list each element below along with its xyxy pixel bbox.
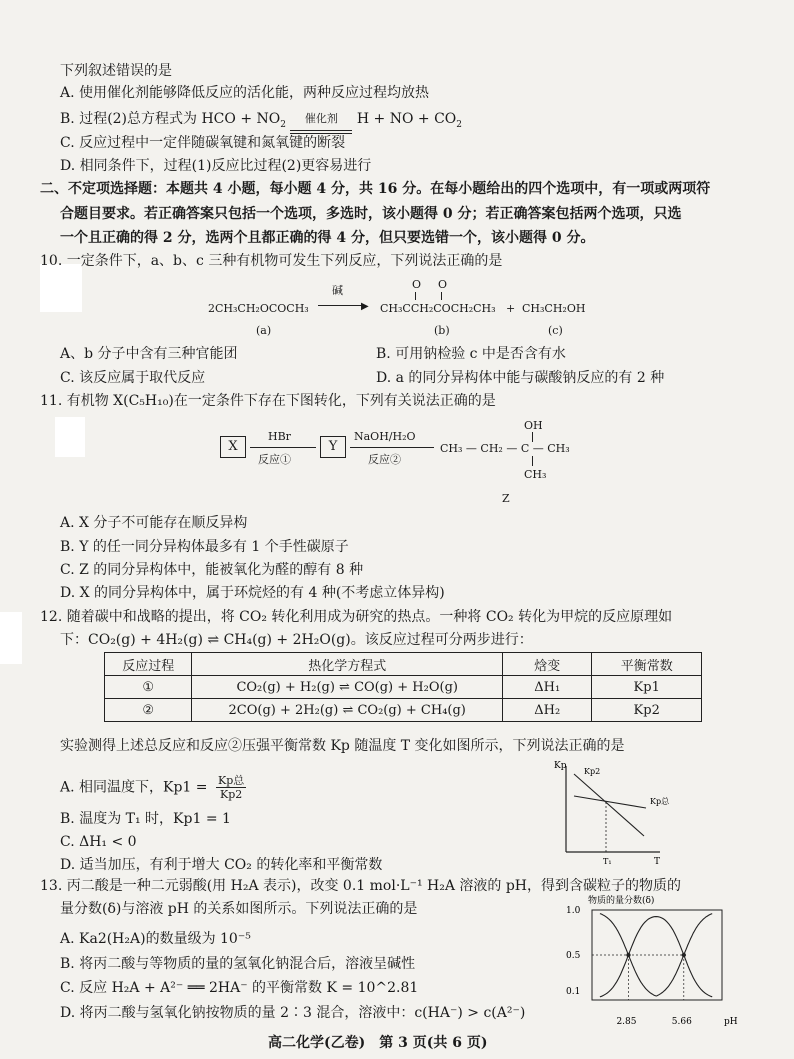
- fraction-denominator: Kp2: [219, 788, 243, 801]
- q10-label-b: (b): [434, 324, 450, 337]
- q11-option-d[interactable]: D. X 的同分异构体中，属于环烷烃的有 4 种(不考虑立体异构): [60, 585, 445, 601]
- q10-reactant: 2CH₃CH₂OCOCH₃: [208, 302, 309, 315]
- table-cell: ②: [105, 699, 192, 722]
- q13-option-c[interactable]: C. 反应 H₂A + A²⁻ ══ 2HA⁻ 的平衡常数 K = 10^2.81: [60, 980, 419, 996]
- graph-t1-label: T₁: [603, 857, 612, 866]
- q11-oh: OH: [524, 419, 543, 432]
- q11-ch3: CH₃: [524, 468, 547, 481]
- x-tick-label: 2.85: [616, 1017, 637, 1027]
- section2-line2: 合题目要求。若正确答案只包括一个选项，多选时，该小题得 0 分；若正确答案包括两个选项，只选: [60, 206, 682, 222]
- y-tick-label: 0.1: [566, 987, 581, 997]
- catalyst-arrow: [290, 111, 352, 134]
- chart-x-label: pH: [724, 1017, 738, 1027]
- page-footer: 高二化学(乙卷) 第 3 页(共 6 页): [268, 1035, 488, 1051]
- table-cell: 2CO(g) + 2H₂(g) ⇌ CO₂(g) + CH₄(g): [192, 699, 503, 722]
- table-cell: CO₂(g) + H₂(g) ⇌ CO(g) + H₂O(g): [192, 676, 503, 699]
- q11-z-label: Z: [502, 492, 510, 505]
- table-cell: Kp1: [592, 676, 702, 699]
- table-header-cell: 热化学方程式: [192, 653, 503, 676]
- q13-option-a[interactable]: A. Ka2(H₂A)的数量级为 10⁻⁵: [60, 931, 251, 947]
- graph-label-kptotal: Kp总: [650, 797, 670, 806]
- table-header-cell: 平衡常数: [592, 653, 702, 676]
- section2-line3: 一个且正确的得 2 分，选两个且都正确的得 4 分，但只要选错一个，该小题得 0 分。: [60, 230, 595, 246]
- q9-option-d[interactable]: D. 相同条件下，过程(1)反应比过程(2)更容易进行: [60, 158, 372, 174]
- intersection-point: [682, 953, 686, 957]
- q11-reagent2: NaOH/H₂O: [354, 430, 416, 443]
- q10-carbonyl-o1: O: [412, 278, 422, 291]
- q9-option-c[interactable]: C. 反应过程中一定伴随碳氧键和氮氧键的断裂: [60, 135, 346, 151]
- q13-stem-1: 13. 丙二酸是一种二元弱酸(用 H₂A 表示)，改变 0.1 mol·L⁻¹ H₂A 溶液的 pH，得到含碳粒子的物质的: [40, 878, 682, 894]
- fraction-numerator: Kp总: [217, 774, 245, 787]
- q10-stem: 10. 一定条件下，a、b、c 三种有机物可发生下列反应，下列说法正确的是: [40, 253, 503, 269]
- q10-plus: +: [506, 302, 516, 315]
- q9-option-b-product: H + NO + CO: [356, 111, 457, 127]
- table-header-cell: 焓变: [502, 653, 591, 676]
- q12-table: [104, 652, 702, 722]
- q10-product-b: CH₃CCH₂COCH₂CH₃: [380, 302, 496, 315]
- q12-stem-1: 12. 随着碳中和战略的提出，将 CO₂ 转化利用成为研究的热点。一种将 CO₂ 转化为甲烷的反应原理如: [40, 609, 673, 625]
- table-cell: ΔH₁: [502, 676, 591, 699]
- q10-catalyst: 碱: [332, 284, 343, 297]
- table-cell: ΔH₂: [502, 699, 591, 722]
- q11-step1: 反应①: [258, 453, 291, 466]
- kp-temperature-graph: [548, 756, 674, 866]
- graph-x-label: T: [654, 857, 661, 866]
- q11-option-b[interactable]: B. Y 的任一同分异构体最多有 1 个手性碳原子: [60, 539, 349, 555]
- q10-double-bond-1: [415, 292, 416, 300]
- table-row: [105, 676, 702, 699]
- q13-stem-2: 量分数(δ)与溶液 pH 的关系如图所示。下列说法正确的是: [60, 901, 418, 917]
- q10-carbonyl-o2: O: [438, 278, 448, 291]
- q12-option-a[interactable]: [60, 774, 246, 801]
- x-tick-label: 5.66: [671, 1017, 692, 1027]
- intersection-point: [626, 953, 630, 957]
- q11-reagent1: HBr: [268, 430, 291, 443]
- q11-bond-down: [532, 456, 533, 466]
- q9-stem: 下列叙述错误的是: [60, 63, 172, 79]
- q10-option-a[interactable]: A、b 分子中含有三种官能团: [60, 346, 238, 362]
- y-tick-label: 0.5: [566, 951, 581, 961]
- q9-option-b-text: B. 过程(2)总方程式为 HCO + NO: [60, 111, 281, 127]
- q10-arrow: [318, 305, 366, 306]
- y-tick-label: 1.0: [566, 906, 581, 916]
- q9-option-a[interactable]: A. 使用催化剂能够降低反应的活化能，两种反应过程均放热: [60, 85, 430, 101]
- q12-stem-2: 下：CO₂(g) + 4H₂(g) ⇌ CH₄(g) + 2H₂O(g)。该反应过程可分两步进行：: [60, 632, 533, 648]
- table-header-row: [105, 653, 702, 676]
- q10-option-c[interactable]: C. 该反应属于取代反应: [60, 370, 206, 386]
- graph-line-kp2: [574, 774, 644, 836]
- q13-option-d[interactable]: D. 将丙二酸与氢氧化钠按物质的量 2∶3 混合，溶液中：c(HA⁻) > c(A²⁻): [60, 1005, 526, 1021]
- catalyst-label: 催化剂: [304, 111, 338, 125]
- q10-option-b[interactable]: B. 可用钠检验 c 中是否含有水: [376, 346, 566, 362]
- q10-double-bond-2: [441, 292, 442, 300]
- q11-arrow2: [350, 447, 434, 448]
- q11-option-a[interactable]: A. X 分子不可能存在顺反异构: [60, 515, 248, 531]
- q12-option-b[interactable]: B. 温度为 T₁ 时，Kp1 = 1: [60, 811, 231, 827]
- q11-arrow1: [250, 447, 316, 448]
- scan-blank-patch: [55, 417, 85, 457]
- q11-step2: 反应②: [368, 453, 401, 466]
- graph-label-kp2: Kp2: [584, 767, 601, 776]
- q10-arrowhead: ▶: [361, 301, 369, 312]
- q11-option-c[interactable]: C. Z 的同分异构体中，能被氧化为醛的醇有 8 种: [60, 562, 364, 578]
- scan-blank-patch: [40, 264, 82, 312]
- table-cell: ①: [105, 676, 192, 699]
- scan-blank-patch: [0, 612, 22, 664]
- q13-option-b[interactable]: B. 将丙二酸与等物质的量的氢氧化钠混合后，溶液呈碱性: [60, 956, 416, 972]
- table-header-cell: 反应过程: [105, 653, 192, 676]
- q12-option-a-text: A. 相同温度下，Kp1 =: [60, 779, 208, 796]
- q10-option-d[interactable]: D. a 的同分异构体中能与碳酸钠反应的有 2 种: [376, 370, 665, 386]
- q12-stem-3: 实验测得上述总反应和反应②压强平衡常数 Kp 随温度 T 变化如图所示，下列说法正确的是: [60, 738, 625, 754]
- table-cell: Kp2: [592, 699, 702, 722]
- q11-box-y: Y: [320, 436, 346, 458]
- q10-label-a: (a): [256, 324, 272, 337]
- q12-option-a-fraction: [216, 774, 246, 801]
- q10-product-c: CH₃CH₂OH: [522, 302, 586, 315]
- section2-line1: 二、不定项选择题：本题共 4 小题，每小题 4 分，共 16 分。在每小题给出的四个选项中，有一项或两项符: [40, 181, 711, 197]
- q11-stem: 11. 有机物 X(C₅H₁₀)在一定条件下存在下图转化，下列有关说法正确的是: [40, 393, 496, 409]
- q10-label-c: (c): [548, 324, 563, 337]
- graph-y-label: Kp: [554, 761, 567, 771]
- q12-option-c[interactable]: C. ΔH₁ < 0: [60, 834, 137, 850]
- chart-title: 物质的量分数(δ): [588, 896, 655, 906]
- q11-box-x: X: [220, 436, 246, 458]
- species-fraction-chart: [548, 890, 738, 1030]
- table-row: [105, 699, 702, 722]
- q11-chain: CH₃ — CH₂ — C — CH₃: [440, 442, 570, 455]
- q12-option-d[interactable]: D. 适当加压，有利于增大 CO₂ 的转化率和平衡常数: [60, 857, 383, 873]
- q9-option-b[interactable]: B. 过程(2)总方程式为 HCO + $NO_2$ 催化剂 H + NO + $CO_2$: [60, 110, 462, 134]
